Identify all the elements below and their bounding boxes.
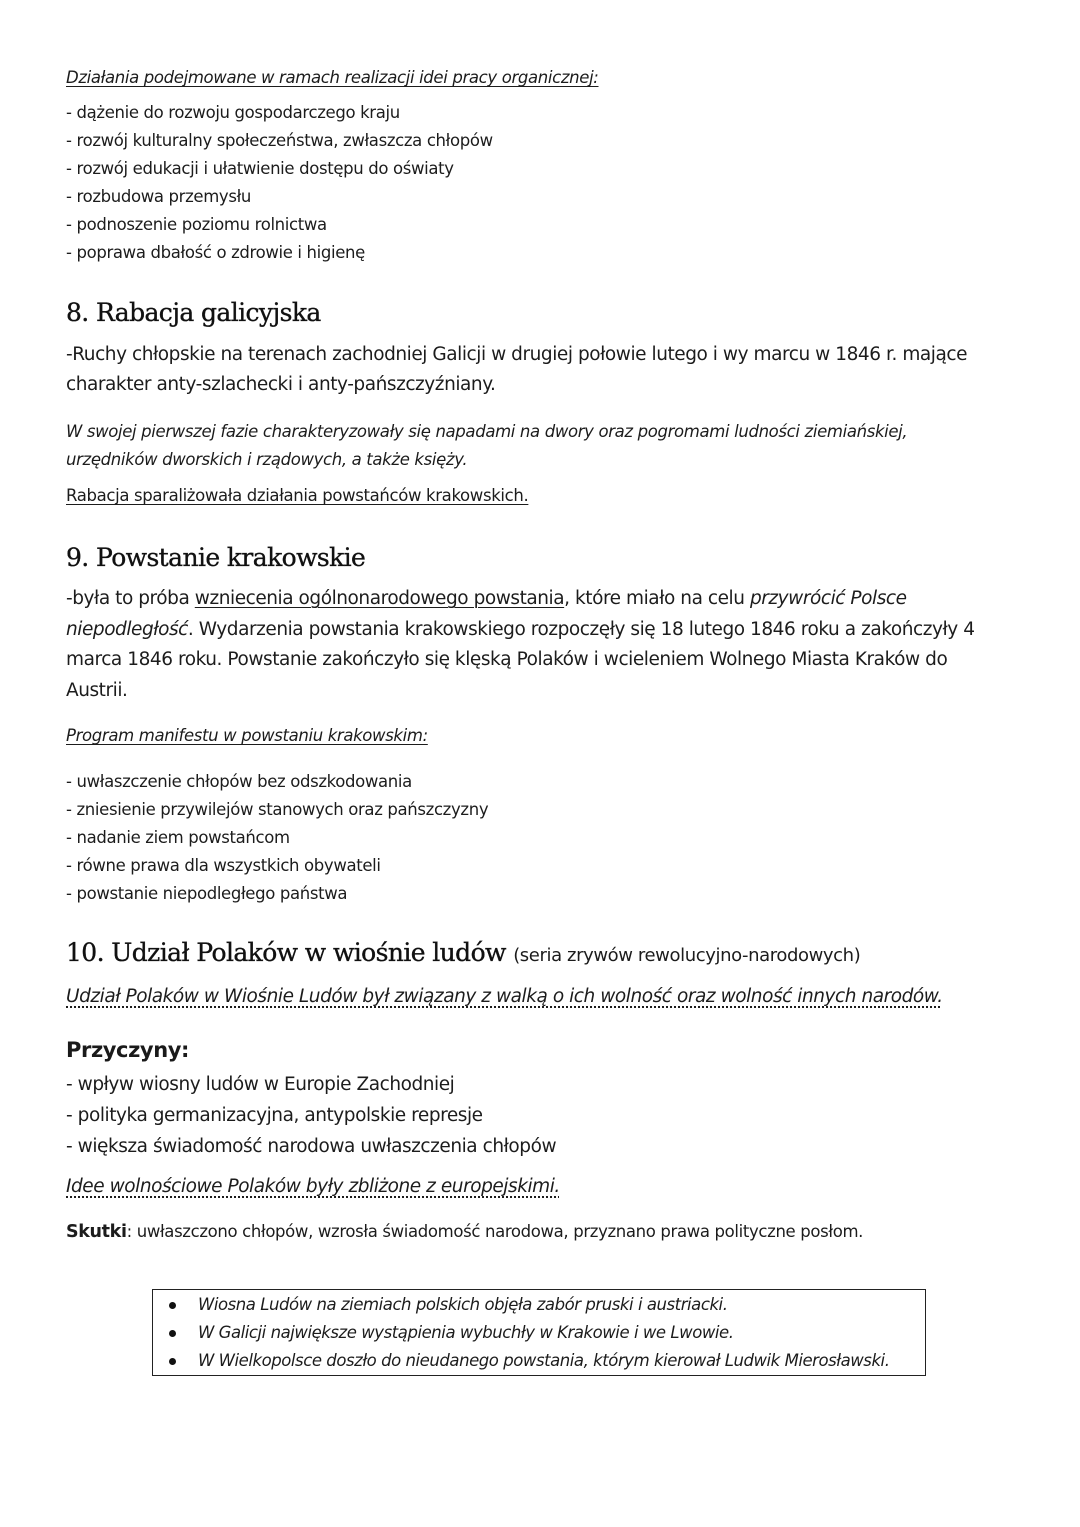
paragraph-line: W swojej pierwszej fazie charakteryzowały się napadami na dwory oraz pogromami ludności ziemiańskiej, xyxy=(66,422,908,441)
list-item: - większa świadomość narodowa uwłaszczenia chłopów xyxy=(66,1136,557,1157)
text: . Wydarzenia powstania krakowskiego rozpoczęły się 18 lutego 1846 roku a zakończyły 4 xyxy=(187,618,975,640)
paragraph-line xyxy=(66,584,975,615)
bullet-icon xyxy=(169,1330,176,1337)
effects-line xyxy=(66,1222,863,1242)
section-10-title xyxy=(66,938,860,967)
organic-work-list xyxy=(66,99,493,267)
italic-text: przywrócić Polsce xyxy=(749,588,907,609)
list-item: - uwłaszczenie chłopów bez odszkodowania xyxy=(66,772,412,791)
summary-box xyxy=(152,1289,926,1376)
paragraph-line xyxy=(66,615,975,646)
ideas-note: Idee wolnościowe Polaków były zbliżone z europejskimi. xyxy=(66,1176,560,1197)
summary-text: W Wielkopolsce doszło do nieudanego powstania, którym kierował Ludwik Mierosławski. xyxy=(198,1351,890,1370)
section-8-title: 8. Rabacja galicyjska xyxy=(66,298,321,327)
summary-text: W Galicji największe wystąpienia wybuchły w Krakowie i we Lwowie. xyxy=(198,1323,734,1342)
list-item: - równe prawa dla wszystkich obywateli xyxy=(66,856,381,875)
section-8-italic-note xyxy=(66,418,907,474)
text: -była to próba xyxy=(66,588,195,609)
causes-heading: Przyczyny: xyxy=(66,1038,190,1062)
text: , które miało na celu xyxy=(564,588,750,609)
paragraph-line: -Ruchy chłopskie na terenach zachodniej Galicji w drugiej połowie lutego i wy marcu w 1846 r. mające xyxy=(66,344,968,365)
list-item: - podnoszenie poziomu rolnictwa xyxy=(66,215,327,234)
paragraph-line: charakter anty-szlachecki i anty-pańszczyźniany. xyxy=(66,374,496,395)
list-item: - zniesienie przywilejów stanowych oraz pańszczyzny xyxy=(66,800,489,819)
italic-text: niepodległość xyxy=(66,618,188,640)
effects-label: Skutki xyxy=(66,1222,127,1242)
list-item: - rozbudowa przemysłu xyxy=(66,187,252,206)
causes-list xyxy=(66,1069,556,1162)
summary-text: Wiosna Ludów na ziemiach polskich objęła zabór pruski i austriacki. xyxy=(198,1295,728,1314)
list-item: - dążenie do rozwoju gospodarczego kraju xyxy=(66,103,400,122)
list-item: - wpływ wiosny ludów w Europie Zachodniej xyxy=(66,1074,455,1095)
list-item: - nadanie ziem powstańcom xyxy=(66,828,290,847)
title-note: (seria zrywów rewolucyjno-narodowych) xyxy=(513,945,861,966)
list-item: - rozwój edukacji i ułatwienie dostępu do oświaty xyxy=(66,159,454,178)
list-item: - rozwój kulturalny społeczeństwa, zwłaszcza chłopów xyxy=(66,131,493,150)
effects-text: : uwłaszczono chłopów, wzrosła świadomość narodowa, przyznano prawa polityczne posłom. xyxy=(126,1222,864,1241)
bullet-icon xyxy=(169,1358,176,1365)
section-9-paragraph xyxy=(66,584,975,706)
list-item: - poprawa dbałość o zdrowie i higienę xyxy=(66,243,365,262)
list-item: - powstanie niepodległego państwa xyxy=(66,884,348,903)
section-8-definition xyxy=(66,340,967,400)
title-text: 10. Udział Polaków w wiośnie ludów xyxy=(66,938,506,967)
organic-work-heading: Działania podejmowane w ramach realizacji idei pracy organicznej: xyxy=(66,68,599,87)
list-item: - polityka germanizacyjna, antypolskie represje xyxy=(66,1105,483,1126)
manifesto-heading: Program manifestu w powstaniu krakowskim: xyxy=(66,726,428,745)
bullet-icon xyxy=(169,1302,176,1309)
paragraph-line: marca 1846 roku. Powstanie zakończyło się klęską Polaków i wcieleniem Wolnego Miasta Kraków do xyxy=(66,649,948,670)
underlined-text: wzniecenia ogólnonarodowego powstania xyxy=(194,588,565,609)
paragraph-line: Austrii. xyxy=(66,679,128,701)
section-9-title: 9. Powstanie krakowskie xyxy=(66,543,366,572)
section-8-underlined-note: Rabacja sparaliżowała działania powstańców krakowskich. xyxy=(66,486,529,505)
paragraph-line: urzędników dworskich i rządowych, a także księży. xyxy=(66,450,468,469)
manifesto-list xyxy=(66,768,488,908)
section-10-intro: Udział Polaków w Wiośnie Ludów był związany z walką o ich wolność oraz wolność innych narodów. xyxy=(66,986,943,1007)
